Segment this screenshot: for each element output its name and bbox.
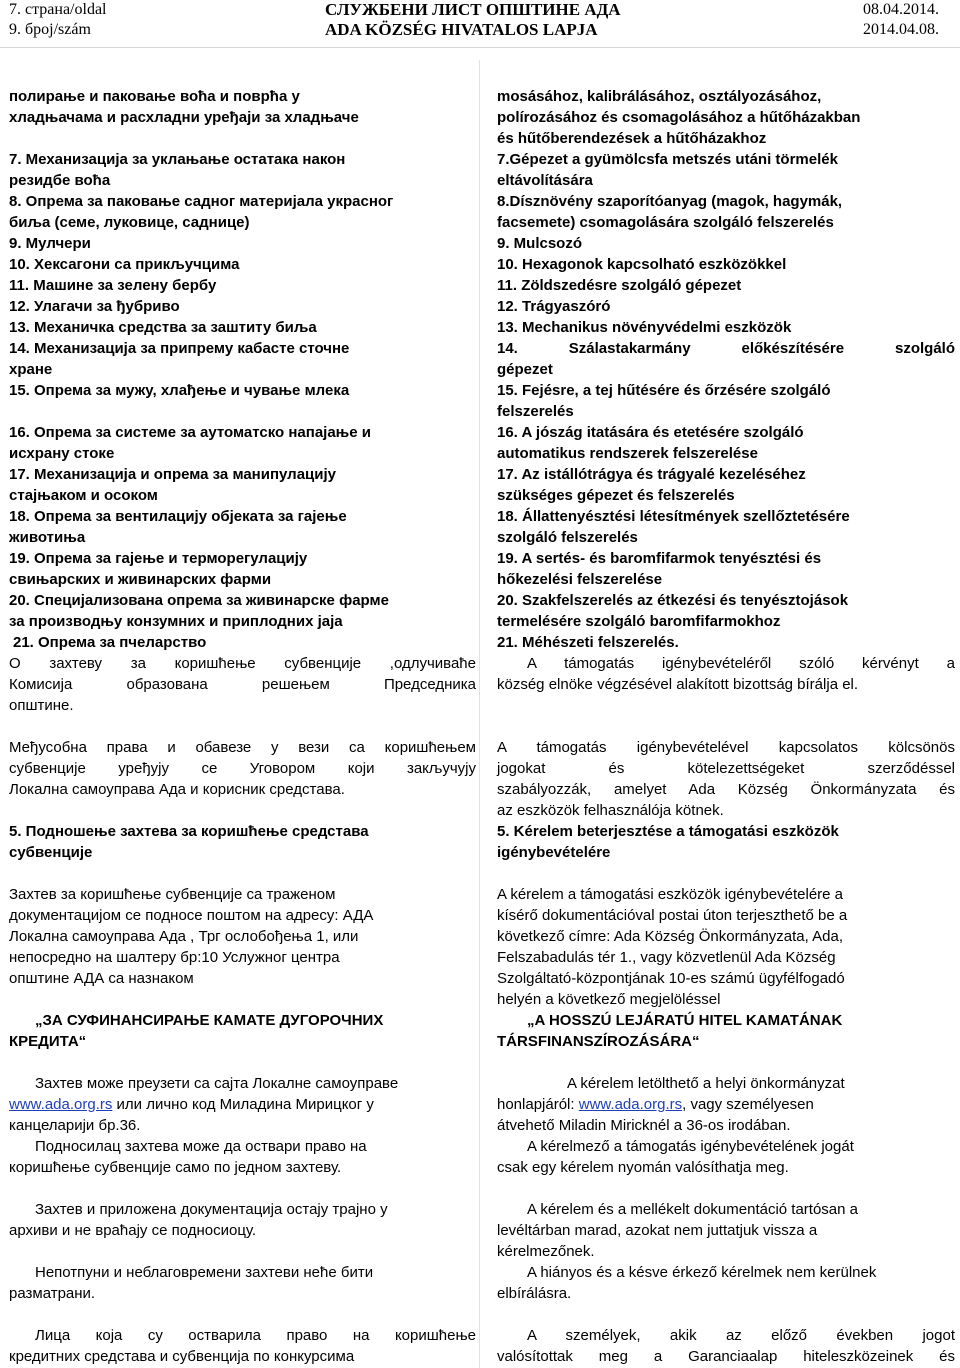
page-header xyxy=(0,0,960,50)
text-line: kérelmezőnek. xyxy=(497,1243,595,1260)
list-item: 19. A sertés- és baromfifarmok tenyésztési és xyxy=(497,550,822,567)
text-line: az eszközök felhasználója kötnek. xyxy=(497,802,724,819)
column-divider xyxy=(479,60,480,1368)
text-line: A kérelem és a mellékelt dokumentáció tartósan a xyxy=(527,1201,859,1218)
list-item: 21. Опрема за пчеларство xyxy=(13,634,207,651)
text-line: општине АДА са назнаком xyxy=(9,970,194,987)
section-heading: субвенције xyxy=(9,844,93,861)
text-line: полирање и паковање воћа и поврћа у xyxy=(9,88,300,105)
list-item: 19. Опрема за гајење и терморегулацију xyxy=(9,550,308,567)
list-item: 7. Механизација за уклањање остатака након xyxy=(9,151,346,168)
text-line: elbírálásra. xyxy=(497,1285,572,1302)
text-line: исхрану стоке xyxy=(9,445,115,462)
list-item: 7.Gépezet a gyümölcsfa metszés utáni törmelék xyxy=(497,151,838,168)
list-item: 20. Специјализована опрема за живинарске фарме xyxy=(9,592,389,609)
list-item: 14. Szálastakarmány előkészítésére szolgáló xyxy=(497,340,955,357)
text-line: felszerelés xyxy=(497,403,574,420)
text-line: за производњу конзумних и приплодних јаја xyxy=(9,613,343,630)
list-item: 9. Мулчери xyxy=(9,235,91,252)
page-number: 7. страна/oldal xyxy=(9,1,107,18)
text-line: свињарских и живинарских фарми xyxy=(9,571,272,588)
text-line: A kérelem letölthető a helyi önkormányzat xyxy=(567,1075,845,1092)
text-line: Захтев и приложена документација остају трајно у xyxy=(35,1201,388,1218)
section-heading: 5. Kérelem beterjesztése a támogatási eszközök xyxy=(497,823,839,840)
text-line: Локална самоуправа Ада , Трг ослобођења 1, или xyxy=(9,928,359,945)
text-line: facsemete) csomagolására szolgáló felszerelés xyxy=(497,214,834,231)
text-line: és hűtőberendezések a hűtőházakhoz xyxy=(497,130,767,147)
text-line: хране xyxy=(9,361,53,378)
list-item: 16. A jószág itatására és etetésére szolgáló xyxy=(497,424,804,441)
text-line: стајњаком и осоком xyxy=(9,487,158,504)
designation-heading: TÁRSFINANSZÍROZÁSÁRA“ xyxy=(497,1033,700,1050)
text-line: хладњачама и расхладни уређаји за хладњаче xyxy=(9,109,359,126)
designation-heading: „ЗА СУФИНАНСИРАЊЕ КАМАТЕ ДУГОРОЧНИХ xyxy=(35,1012,384,1029)
text-line: разматрани. xyxy=(9,1285,96,1302)
list-item: 18. Опрема за вентилацију објеката за гајење xyxy=(9,508,347,525)
text-line: општине. xyxy=(9,697,74,714)
issue-date-hungarian: 2014.04.08. xyxy=(863,21,939,38)
text-line: eltávolítására xyxy=(497,172,593,189)
list-item: 16. Опрема за системе за аутоматско напајање и xyxy=(9,424,371,441)
list-item: 15. Опрема за мужу, хлађење и чување млека xyxy=(9,382,350,399)
list-item: 8.Dísznövény szaporítóanyag (magok, hagymák, xyxy=(497,193,843,210)
text-line: automatikus rendszerek felszerelése xyxy=(497,445,758,462)
journal-title-serbian: СЛУЖБЕНИ ЛИСТ ОПШТИНЕ АДА xyxy=(325,0,621,19)
text-line: termelésére szolgáló baromfifarmokhoz xyxy=(497,613,781,630)
text-line: Szolgáltató-központjának 10-es számú ügyfélfogadó xyxy=(497,970,845,987)
text-line: mosásához, kalibrálásához, osztályozásához, xyxy=(497,88,822,105)
text-line: levéltárban marad, azokat nem juttatjuk vissza a xyxy=(497,1222,818,1239)
designation-heading: КРЕДИТА“ xyxy=(9,1033,87,1050)
list-item: 21. Méhészeti felszerelés. xyxy=(497,634,679,651)
header-rule xyxy=(0,47,960,48)
text-line: резидбе воћа xyxy=(9,172,111,189)
text-line: Непотпуни и неблаговремени захтеви неће бити xyxy=(35,1264,374,1281)
list-item: 17. Механизација и опрема за манипулацију xyxy=(9,466,336,483)
text-line: Захтев може преузети са сајта Локалне самоуправе xyxy=(35,1075,399,1092)
text-line: кредитних средстава и субвенција по конкурсима xyxy=(9,1348,355,1365)
list-item: 13. Mechanikus növényvédelmi eszközök xyxy=(497,319,792,336)
text-line: документацијом се подносе поштом на адресу: АДА xyxy=(9,907,374,924)
list-item: 12. Trágyaszóró xyxy=(497,298,611,315)
text-line: szolgáló felszerelés xyxy=(497,529,638,546)
website-link[interactable]: www.ada.org.rs xyxy=(578,1096,683,1113)
text-line: субвенције уређују се Уговором који закључују xyxy=(9,760,476,777)
list-item: 13. Механичка средства за заштиту биља xyxy=(9,319,317,336)
text-line: község elnöke végzésével alakított bizottság bírálja el. xyxy=(497,676,859,693)
text-line: Лица која су остварила право на коришћење xyxy=(35,1327,476,1344)
text-line: következő címre: Ada Község Önkormányzata, Ada, xyxy=(497,928,844,945)
list-item: 15. Fejésre, a tej hűtésére és őrzésére szolgáló xyxy=(497,382,831,399)
list-item: 20. Szakfelszerelés az étkezési és tenyésztojások xyxy=(497,592,849,609)
designation-heading: „A HOSSZÚ LEJÁRATÚ HITEL KAMATÁNAK xyxy=(527,1012,843,1029)
text-line: животиња xyxy=(9,529,86,546)
hungarian-column xyxy=(497,86,955,1367)
website-link[interactable]: www.ada.org.rs xyxy=(9,1096,113,1113)
list-item: 14. Механизација за припрему кабасте сточне xyxy=(9,340,350,357)
list-item: 8. Опрема за паковање садног материјала украсног xyxy=(9,193,394,210)
text-line: www.ada.org.rs или лично код Миладина Мирицког у xyxy=(9,1096,374,1113)
journal-title-hungarian: ADA KÖZSÉG HIVATALOS LAPJA xyxy=(325,20,598,39)
text-line: jogokat és kötelezettségeket szerződéssel xyxy=(497,760,955,777)
text-line: О захтеву за коришћење субвенције ,одлучиваће xyxy=(9,655,476,672)
list-item: 9. Mulcsozó xyxy=(497,235,583,252)
text-line: канцеларији бр.36. xyxy=(9,1117,141,1134)
list-item: 11. Zöldszedésre szolgáló gépezet xyxy=(497,277,742,294)
text-line: биља (семе, луковице, саднице) xyxy=(9,214,250,231)
text-line: Локална самоуправа Ада и корисник средстава. xyxy=(9,781,345,798)
text-line: A személyek, akik az előző években jogot xyxy=(527,1327,955,1344)
text-line: honlapjáról: www.ada.org.rs, vagy személyesen xyxy=(497,1096,814,1113)
text-line: A kérelmező a támogatás igénybevételének jogát xyxy=(527,1138,854,1155)
text-line: valósítottak meg a Garanciaalap hiteleszközeinek és xyxy=(497,1348,955,1365)
text-line: szükséges gépezet és felszerelés xyxy=(497,487,735,504)
section-heading: igénybevételére xyxy=(497,844,611,861)
text-line: A hiányos és a késve érkező kérelmek nem kerülnek xyxy=(527,1264,877,1281)
text-line: непосредно на шалтеру бр:10 Услужног центра xyxy=(9,949,340,966)
text-line: коришћење субвенције само по једном захтеву. xyxy=(9,1159,342,1176)
text-line: Захтев за коришћење субвенције са траженом xyxy=(9,886,336,903)
text-line: polírozásához és csomagolásához a hűtőházakban xyxy=(497,109,861,126)
text-line: A kérelem a támogatási eszközök igénybevételére a xyxy=(497,886,844,903)
issue-date-serbian: 08.04.2014. xyxy=(863,1,939,18)
text-line: hőkezelési felszerelése xyxy=(497,571,663,588)
text-line: Felszabadulás tér 1., vagy közvetlenül Ada Község xyxy=(497,949,836,966)
text-line: Комисија образована решењем Председника xyxy=(9,676,476,693)
text-line: átvehető Miladin Miricknél a 36-os irodában. xyxy=(497,1117,791,1134)
text-line: Међусобна права и обавезе у вези са коришћењем xyxy=(9,739,476,756)
text-line: csak egy kérelem nyomán valósíthatja meg. xyxy=(497,1159,789,1176)
issue-number: 9. број/szám xyxy=(9,21,91,38)
section-heading: 5. Подношење захтева за коришћење средстава xyxy=(9,823,369,840)
text-line: szabályozzák, amelyet Ada Község Önkormányzata és xyxy=(497,781,955,798)
list-item: 17. Az istállótrágya és trágyalé kezeléséhez xyxy=(497,466,806,483)
serbian-column xyxy=(9,86,476,1367)
text-line: архиви и не враћају се подносиоцу. xyxy=(9,1222,257,1239)
text-line: Подносилац захтева може да оствари право на xyxy=(35,1138,367,1155)
text-line: gépezet xyxy=(497,361,553,378)
list-item: 10. Hexagonok kapcsolható eszközökkel xyxy=(497,256,787,273)
text-line: helyén a következő megjelöléssel xyxy=(497,991,721,1008)
list-item: 18. Állattenyésztési létesítmények szellőztetésére xyxy=(497,508,850,525)
text-line: A támogatás igénybevételével kapcsolatos kölcsönös xyxy=(497,739,955,756)
list-item: 11. Машине за зелену бербу xyxy=(9,277,217,294)
text-line: A támogatás igénybevételéről szóló kérvényt a xyxy=(527,655,955,672)
list-item: 12. Улагачи за ђубриво xyxy=(9,298,180,315)
text-line: kísérő dokumentációval postai úton terjeszthető be a xyxy=(497,907,848,924)
list-item: 10. Хексагони са прикључцима xyxy=(9,256,240,273)
